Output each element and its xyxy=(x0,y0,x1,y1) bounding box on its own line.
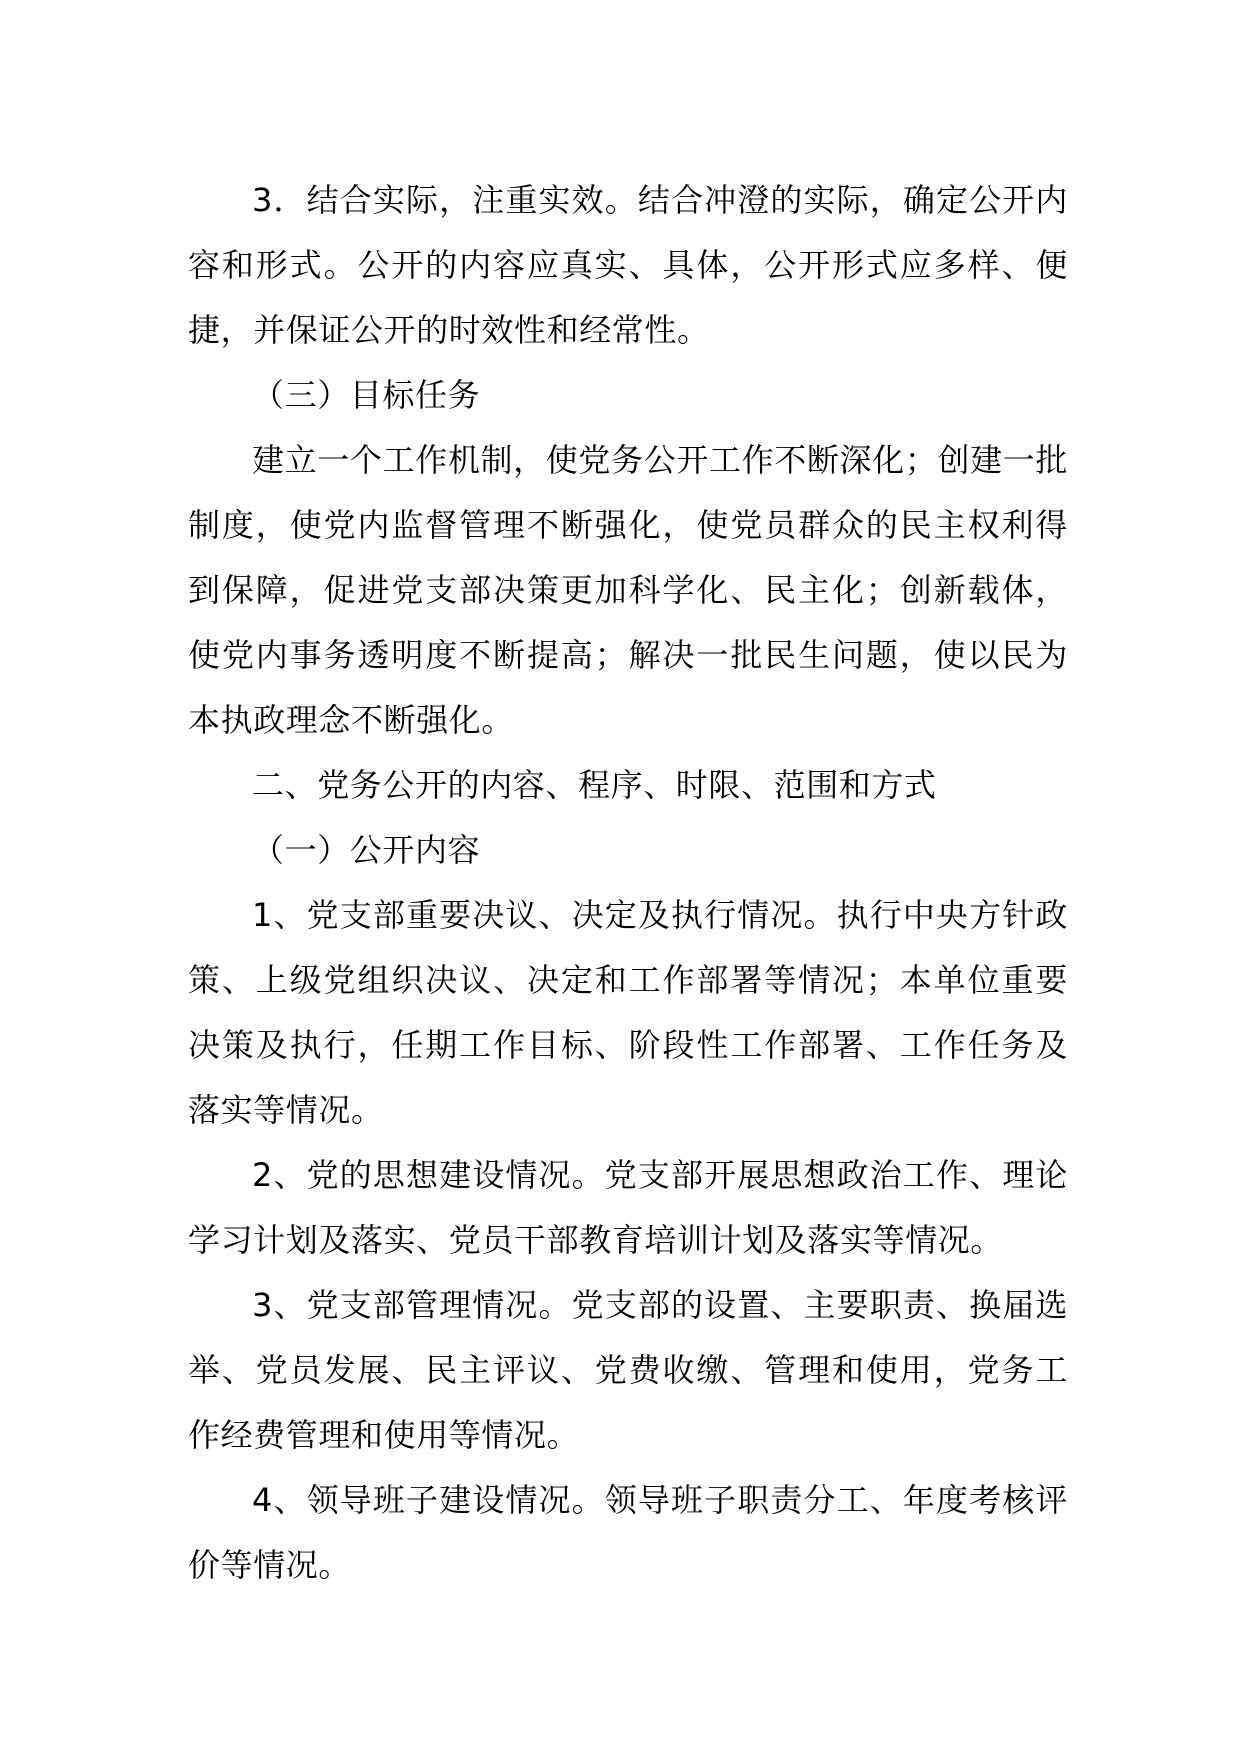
paragraph-item-2: 2、党的思想建设情况。党支部开展思想政治工作、理论学习计划及落实、党员干部教育培训计划及落实等情况。 xyxy=(188,1156,1068,1259)
paragraph-item-3: 3、党支部管理情况。党支部的设置、主要职责、换届选举、党员发展、民主评议、党费收缴、管理和使用，党务工作经费管理和使用等情况。 xyxy=(188,1286,1068,1454)
heading-content: （一）公开内容 xyxy=(252,831,481,869)
heading-section-2: 二、党务公开的内容、程序、时限、范围和方式 xyxy=(252,766,937,804)
paragraph-principle-3: 3．结合实际，注重实效。结合冲澄的实际，确定公开内容和形式。公开的内容应真实、具体，公开形式应多样、便捷，并保证公开的时效性和经常性。 xyxy=(188,181,1068,349)
heading-goals: （三）目标任务 xyxy=(252,376,481,414)
paragraph-item-4: 4、领导班子建设情况。领导班子职责分工、年度考核评价等情况。 xyxy=(188,1481,1068,1584)
document-body xyxy=(188,168,1068,1598)
paragraph-item-1: 1、党支部重要决议、决定及执行情况。执行中央方针政策、上级党组织决议、决定和工作部署等情况；本单位重要决策及执行，任期工作目标、阶段性工作部署、工作任务及落实等情况。 xyxy=(188,896,1068,1129)
paragraph-goals: 建立一个工作机制，使党务公开工作不断深化；创建一批制度，使党内监督管理不断强化，使党员群众的民主权利得到保障，促进党支部决策更加科学化、民主化；创新载体，使党内事务透明度不断提高；解决一批民生问题，使以民为本执政理念不断强化。 xyxy=(188,441,1068,739)
